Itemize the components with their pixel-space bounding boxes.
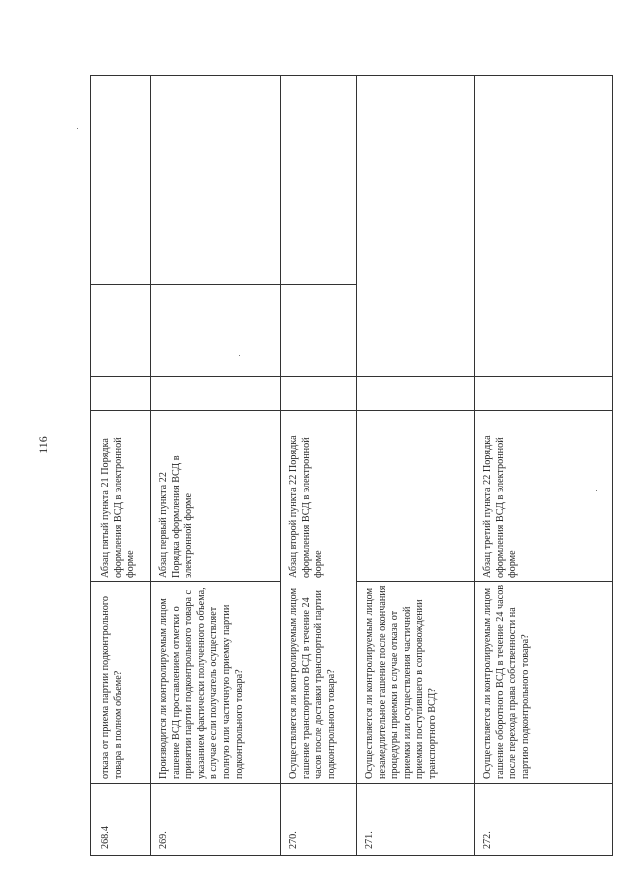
requirement-text: Абзац первый пункта 22 Порядка оформления ВСД в электронной форме bbox=[158, 455, 195, 578]
row-269-question bbox=[151, 581, 280, 783]
row-272-number bbox=[475, 783, 612, 855]
requirement-text: Абзац второй пункта 22 Порядка оформления ВСД в электронной форме bbox=[288, 435, 325, 578]
scan-speck bbox=[239, 355, 240, 356]
row-270-question bbox=[281, 581, 356, 783]
scan-speck bbox=[596, 490, 597, 491]
row-270-requirement bbox=[281, 410, 356, 581]
question-text: Осуществляется ли контролируемым лицом гашение оборотного ВСД в течение 24 часов после перехода права собственности на партию подконтрольного товара? bbox=[482, 584, 531, 779]
row-271-requirement bbox=[357, 410, 474, 581]
row-271-question bbox=[357, 581, 474, 783]
row-number: 270. bbox=[288, 831, 299, 849]
row-270-number bbox=[281, 783, 356, 855]
row-268-4-question bbox=[91, 581, 150, 783]
row-269-requirement bbox=[151, 410, 280, 581]
row-number: 271. bbox=[364, 831, 375, 849]
row-number: 269. bbox=[158, 831, 169, 849]
row-272-question bbox=[475, 581, 612, 783]
scan-speck bbox=[77, 128, 78, 129]
checklist-table bbox=[90, 75, 613, 856]
question-text: отказа от приема партии подконтрольного товара в полном объеме? bbox=[100, 596, 124, 779]
row-number: 272. bbox=[482, 831, 493, 849]
question-text: Осуществляется ли контролируемым лицом незамедлительное гашение после окончания процедуры приемки в случае отказа от приемки или осуществления частичной приемки поступившего в сопровождении транспортного ВСД? bbox=[364, 585, 438, 779]
row-269-number bbox=[151, 783, 280, 855]
requirement-text: Абзац третий пункта 22 Порядка оформления ВСД в электронной форме bbox=[482, 435, 519, 578]
requirement-text: Абзац пятый пункта 21 Порядка оформления ВСД в электронной форме bbox=[100, 437, 137, 578]
question-text: Осуществляется ли контролируемым лицом гашение транспортного ВСД в течение 24 часов после доставки транспортной партии подконтрольного товара? bbox=[288, 587, 337, 779]
question-text: Производится ли контролируемым лицом гашение ВСД проставлением отметки о принятии партии подконтрольного товара с указанием фактически полученного объема, в случае если получатель осуществляет полную или частичную приемку партии подконтрольного товара? bbox=[158, 587, 245, 779]
row-268-4-requirement bbox=[91, 410, 150, 581]
page-number: 116 bbox=[36, 436, 50, 454]
row-272-requirement bbox=[475, 410, 612, 581]
row-number: 268.4 bbox=[100, 826, 111, 849]
row-271-number bbox=[357, 783, 474, 855]
row-268-4-number bbox=[91, 783, 150, 855]
